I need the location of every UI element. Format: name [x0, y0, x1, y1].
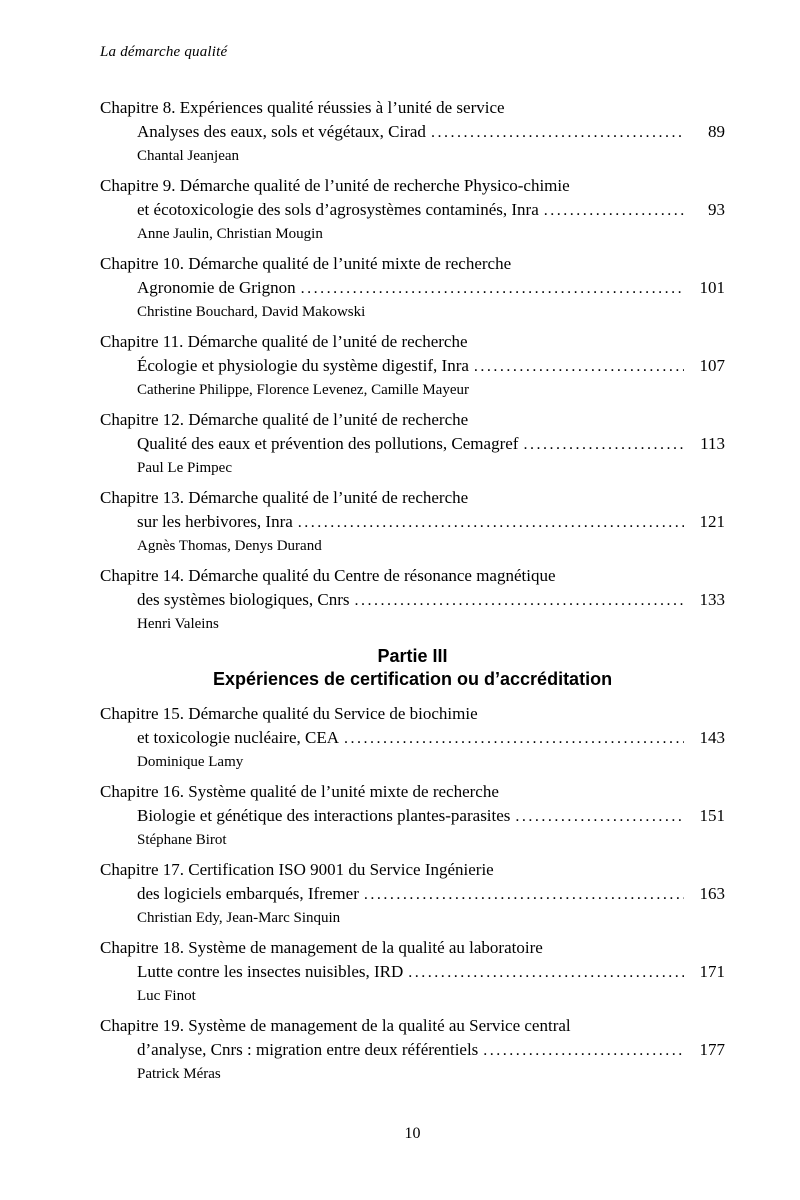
chapter-title-line2-text: Écologie et physiologie du système digestif, Inra [137, 356, 469, 375]
dot-leader [515, 804, 684, 829]
chapter-authors: Catherine Philippe, Florence Levenez, Camille Mayeur [137, 382, 469, 398]
chapter-title-line2-text: Agronomie de Grignon [137, 278, 296, 297]
dot-leader [474, 354, 684, 379]
chapter-title-line1: Chapitre 12. Démarche qualité de l’unité de recherche [100, 410, 469, 429]
toc-entry [100, 936, 725, 1008]
page-number: 10 [404, 1125, 421, 1142]
chapter-title-line2-text: d’analyse, Cnrs : migration entre deux référentiels [137, 1040, 479, 1059]
chapter-page-number: 121 [699, 512, 725, 531]
chapter-title-line2 [100, 1038, 725, 1063]
toc-entry [100, 408, 725, 480]
toc-entry [100, 252, 725, 324]
chapter-authors: Dominique Lamy [137, 754, 244, 770]
chapter-title-line2 [100, 276, 725, 301]
chapter-title-line2 [100, 354, 725, 379]
chapter-title-line2 [100, 804, 725, 829]
dot-leader [298, 510, 684, 535]
chapter-title-line2 [100, 432, 725, 457]
chapter-title-line2-text: et toxicologie nucléaire, CEA [137, 728, 340, 747]
chapter-title-line1: Chapitre 10. Démarche qualité de l’unité mixte de recherche [100, 254, 512, 273]
chapter-page-number: 151 [699, 806, 725, 825]
toc-section-part3 [100, 702, 725, 1086]
dot-leader [301, 276, 684, 301]
toc-entry [100, 96, 725, 168]
part-heading [100, 645, 725, 691]
chapter-authors: Henri Valeins [137, 616, 219, 632]
chapter-title-line1: Chapitre 8. Expériences qualité réussies à l’unité de service [100, 98, 505, 117]
chapter-title-line2-text: sur les herbivores, Inra [137, 512, 293, 531]
chapter-title-line1: Chapitre 11. Démarche qualité de l’unité de recherche [100, 332, 468, 351]
chapter-title-line2 [100, 588, 725, 613]
chapter-title-line2-text: Qualité des eaux et prévention des pollutions, Cemagref [137, 434, 519, 453]
chapter-authors: Stéphane Birot [137, 832, 227, 848]
chapter-page-number: 143 [699, 728, 725, 747]
chapter-title-line2 [100, 960, 725, 985]
chapter-title-line1: Chapitre 19. Système de management de la qualité au Service central [100, 1016, 571, 1035]
chapter-title-line2 [100, 510, 725, 535]
chapter-page-number: 171 [699, 962, 725, 981]
toc-section-part2 [100, 96, 725, 636]
chapter-title-line2 [100, 120, 725, 145]
dot-leader [431, 120, 684, 145]
chapter-page-number: 101 [699, 278, 725, 297]
chapter-title-line1: Chapitre 18. Système de management de la qualité au laboratoire [100, 938, 543, 957]
chapter-title-line2 [100, 726, 725, 751]
chapter-page-number: 93 [708, 200, 725, 219]
chapter-title-line2 [100, 198, 725, 223]
chapter-title-line1: Chapitre 13. Démarche qualité de l’unité de recherche [100, 488, 469, 507]
toc-entry [100, 486, 725, 558]
chapter-authors: Christian Edy, Jean-Marc Sinquin [137, 910, 341, 926]
chapter-authors: Patrick Méras [137, 1066, 221, 1082]
chapter-title-line1: Chapitre 15. Démarche qualité du Service de biochimie [100, 704, 478, 723]
chapter-title-line1: Chapitre 9. Démarche qualité de l’unité de recherche Physico-chimie [100, 176, 570, 195]
toc-entry [100, 858, 725, 930]
part-subtitle: Expériences de certification ou d’accréditation [212, 669, 613, 689]
dot-leader [544, 198, 684, 223]
table-of-contents [100, 96, 725, 1092]
toc-entry [100, 702, 725, 774]
chapter-title-line2-text: et écotoxicologie des sols d’agrosystèmes contaminés, Inra [137, 200, 539, 219]
chapter-authors: Agnès Thomas, Denys Durand [137, 538, 322, 554]
chapter-title-line2-text: Biologie et génétique des interactions plantes-parasites [137, 806, 511, 825]
chapter-authors: Paul Le Pimpec [137, 460, 232, 476]
dot-leader [483, 1038, 684, 1063]
dot-leader [523, 432, 684, 457]
dot-leader [364, 882, 684, 907]
dot-leader [408, 960, 684, 985]
chapter-title-line2-text: des systèmes biologiques, Cnrs [137, 590, 350, 609]
chapter-authors: Chantal Jeanjean [137, 148, 240, 164]
dot-leader [355, 588, 685, 613]
chapter-title-line1: Chapitre 16. Système qualité de l’unité mixte de recherche [100, 782, 499, 801]
chapter-page-number: 89 [708, 122, 725, 141]
chapter-page-number: 107 [699, 356, 725, 375]
dot-leader [344, 726, 684, 751]
chapter-authors: Anne Jaulin, Christian Mougin [137, 226, 323, 242]
toc-entry [100, 330, 725, 402]
chapter-page-number: 177 [699, 1040, 725, 1059]
running-header: La démarche qualité [100, 44, 228, 60]
toc-entry [100, 780, 725, 852]
toc-entry [100, 564, 725, 636]
chapter-authors: Christine Bouchard, David Makowski [137, 304, 366, 320]
chapter-authors: Luc Finot [137, 988, 196, 1004]
chapter-title-line1: Chapitre 14. Démarche qualité du Centre de résonance magnétique [100, 566, 556, 585]
chapter-title-line2-text: des logiciels embarqués, Ifremer [137, 884, 359, 903]
toc-entry [100, 1014, 725, 1086]
part-title: Partie III [377, 646, 448, 666]
chapter-title-line2 [100, 882, 725, 907]
chapter-page-number: 113 [700, 434, 725, 453]
toc-entry [100, 174, 725, 246]
chapter-title-line2-text: Analyses des eaux, sols et végétaux, Cirad [137, 122, 426, 141]
chapter-page-number: 133 [699, 590, 725, 609]
chapter-page-number: 163 [699, 884, 725, 903]
chapter-title-line2-text: Lutte contre les insectes nuisibles, IRD [137, 962, 404, 981]
chapter-title-line1: Chapitre 17. Certification ISO 9001 du Service Ingénierie [100, 860, 494, 879]
